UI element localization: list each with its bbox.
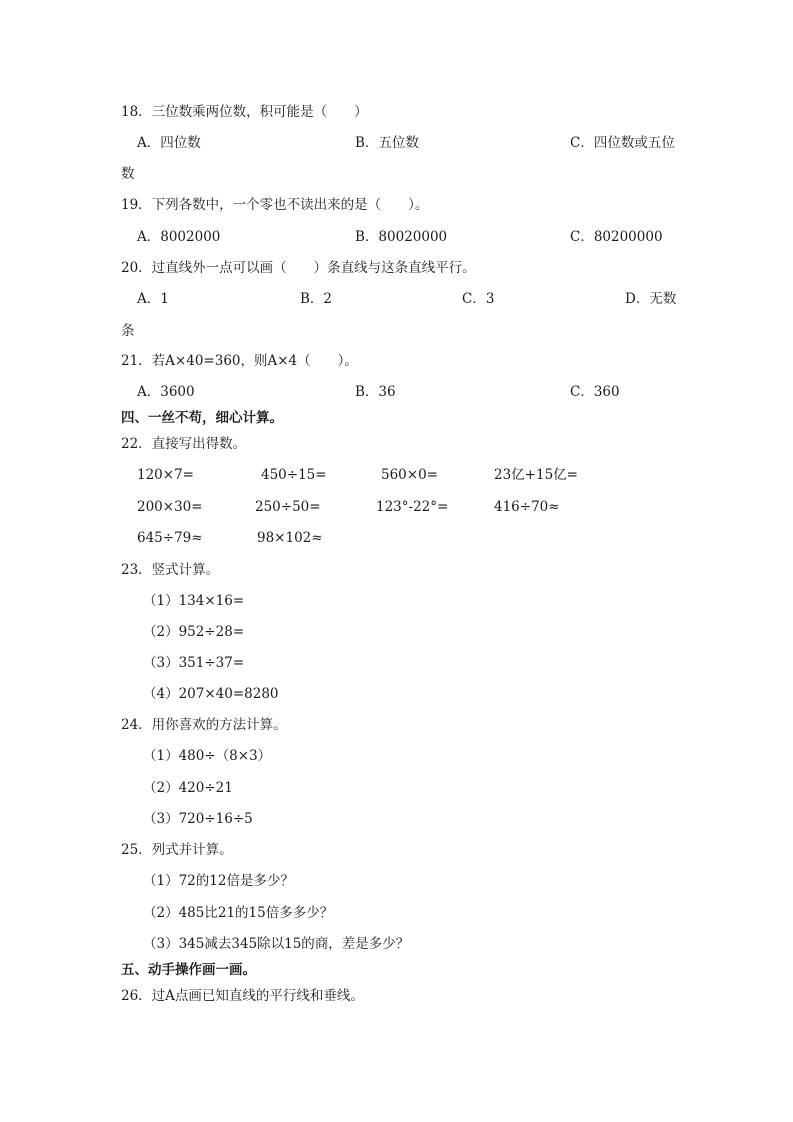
q19-option-a: A．8002000 [137, 229, 221, 245]
question-20-stem: 20．过直线外一点可以画（ ）条直线与这条直线平行。 [121, 260, 476, 276]
q18-option-c-wrap: 数 [121, 166, 135, 182]
q22-item: 123°-22°= [376, 499, 449, 515]
question-21-stem: 21．若A×40=360，则A×4（ ）。 [121, 353, 358, 369]
q22-item: 98×102≈ [257, 530, 323, 546]
q18-option-a: A．四位数 [137, 135, 201, 151]
q20-option-a: A．1 [137, 291, 169, 307]
q25-item: （2）485比21的15倍多多少？ [143, 905, 334, 921]
question-23-stem: 23．竖式计算。 [121, 562, 220, 578]
section-4-heading: 四、一丝不苟，细心计算。 [121, 410, 283, 426]
question-18-stem: 18．三位数乘两位数，积可能是（ ） [121, 104, 368, 120]
q19-option-b: B．80020000 [355, 229, 448, 245]
q22-item: 200×30= [137, 499, 203, 515]
q22-item: 560×0= [381, 467, 438, 483]
q21-option-a: A．3600 [137, 384, 195, 400]
q24-item: （1）480÷（8×3） [143, 748, 272, 764]
q22-item: 250÷50= [255, 499, 321, 515]
q22-item: 450÷15= [261, 467, 327, 483]
q21-option-b: B．36 [355, 384, 396, 400]
q25-item: （1）72的12倍是多少？ [143, 873, 294, 889]
question-22-stem: 22．直接写出得数。 [121, 436, 247, 452]
question-25-stem: 25．列式并计算。 [121, 842, 233, 858]
question-24-stem: 24．用你喜欢的方法计算。 [121, 717, 287, 733]
q24-item: （3）720÷16÷5 [143, 811, 253, 827]
q22-item: 416÷70≈ [494, 499, 560, 515]
section-5-heading: 五、动手操作画一画。 [121, 962, 256, 978]
q24-item: （2）420÷21 [143, 780, 233, 796]
q23-item: （4）207×40=8280 [143, 686, 279, 702]
q20-option-d: D．无数 [625, 291, 677, 307]
q22-item: 23亿+15亿= [494, 467, 578, 483]
q21-option-c: C．360 [570, 384, 620, 400]
q20-option-b: B．2 [300, 291, 333, 307]
q18-option-c: C．四位数或五位 [570, 135, 675, 151]
q22-item: 645÷79≈ [137, 530, 203, 546]
q20-option-c: C．3 [462, 291, 495, 307]
q25-item: （3）345减去345除以15的商，差是多少？ [143, 936, 410, 952]
q19-option-c: C．80200000 [570, 229, 663, 245]
q23-item: （1）134×16= [143, 593, 245, 609]
q23-item: （2）952÷28= [143, 624, 245, 640]
question-26-stem: 26．过A点画已知直线的平行线和垂线。 [121, 988, 364, 1004]
q23-item: （3）351÷37= [143, 655, 245, 671]
question-19-stem: 19．下列各数中，一个零也不读出来的是（ ）。 [121, 197, 429, 213]
q20-option-d-wrap: 条 [121, 323, 135, 339]
q18-option-b: B．五位数 [355, 135, 419, 151]
q22-item: 120×7= [137, 467, 194, 483]
